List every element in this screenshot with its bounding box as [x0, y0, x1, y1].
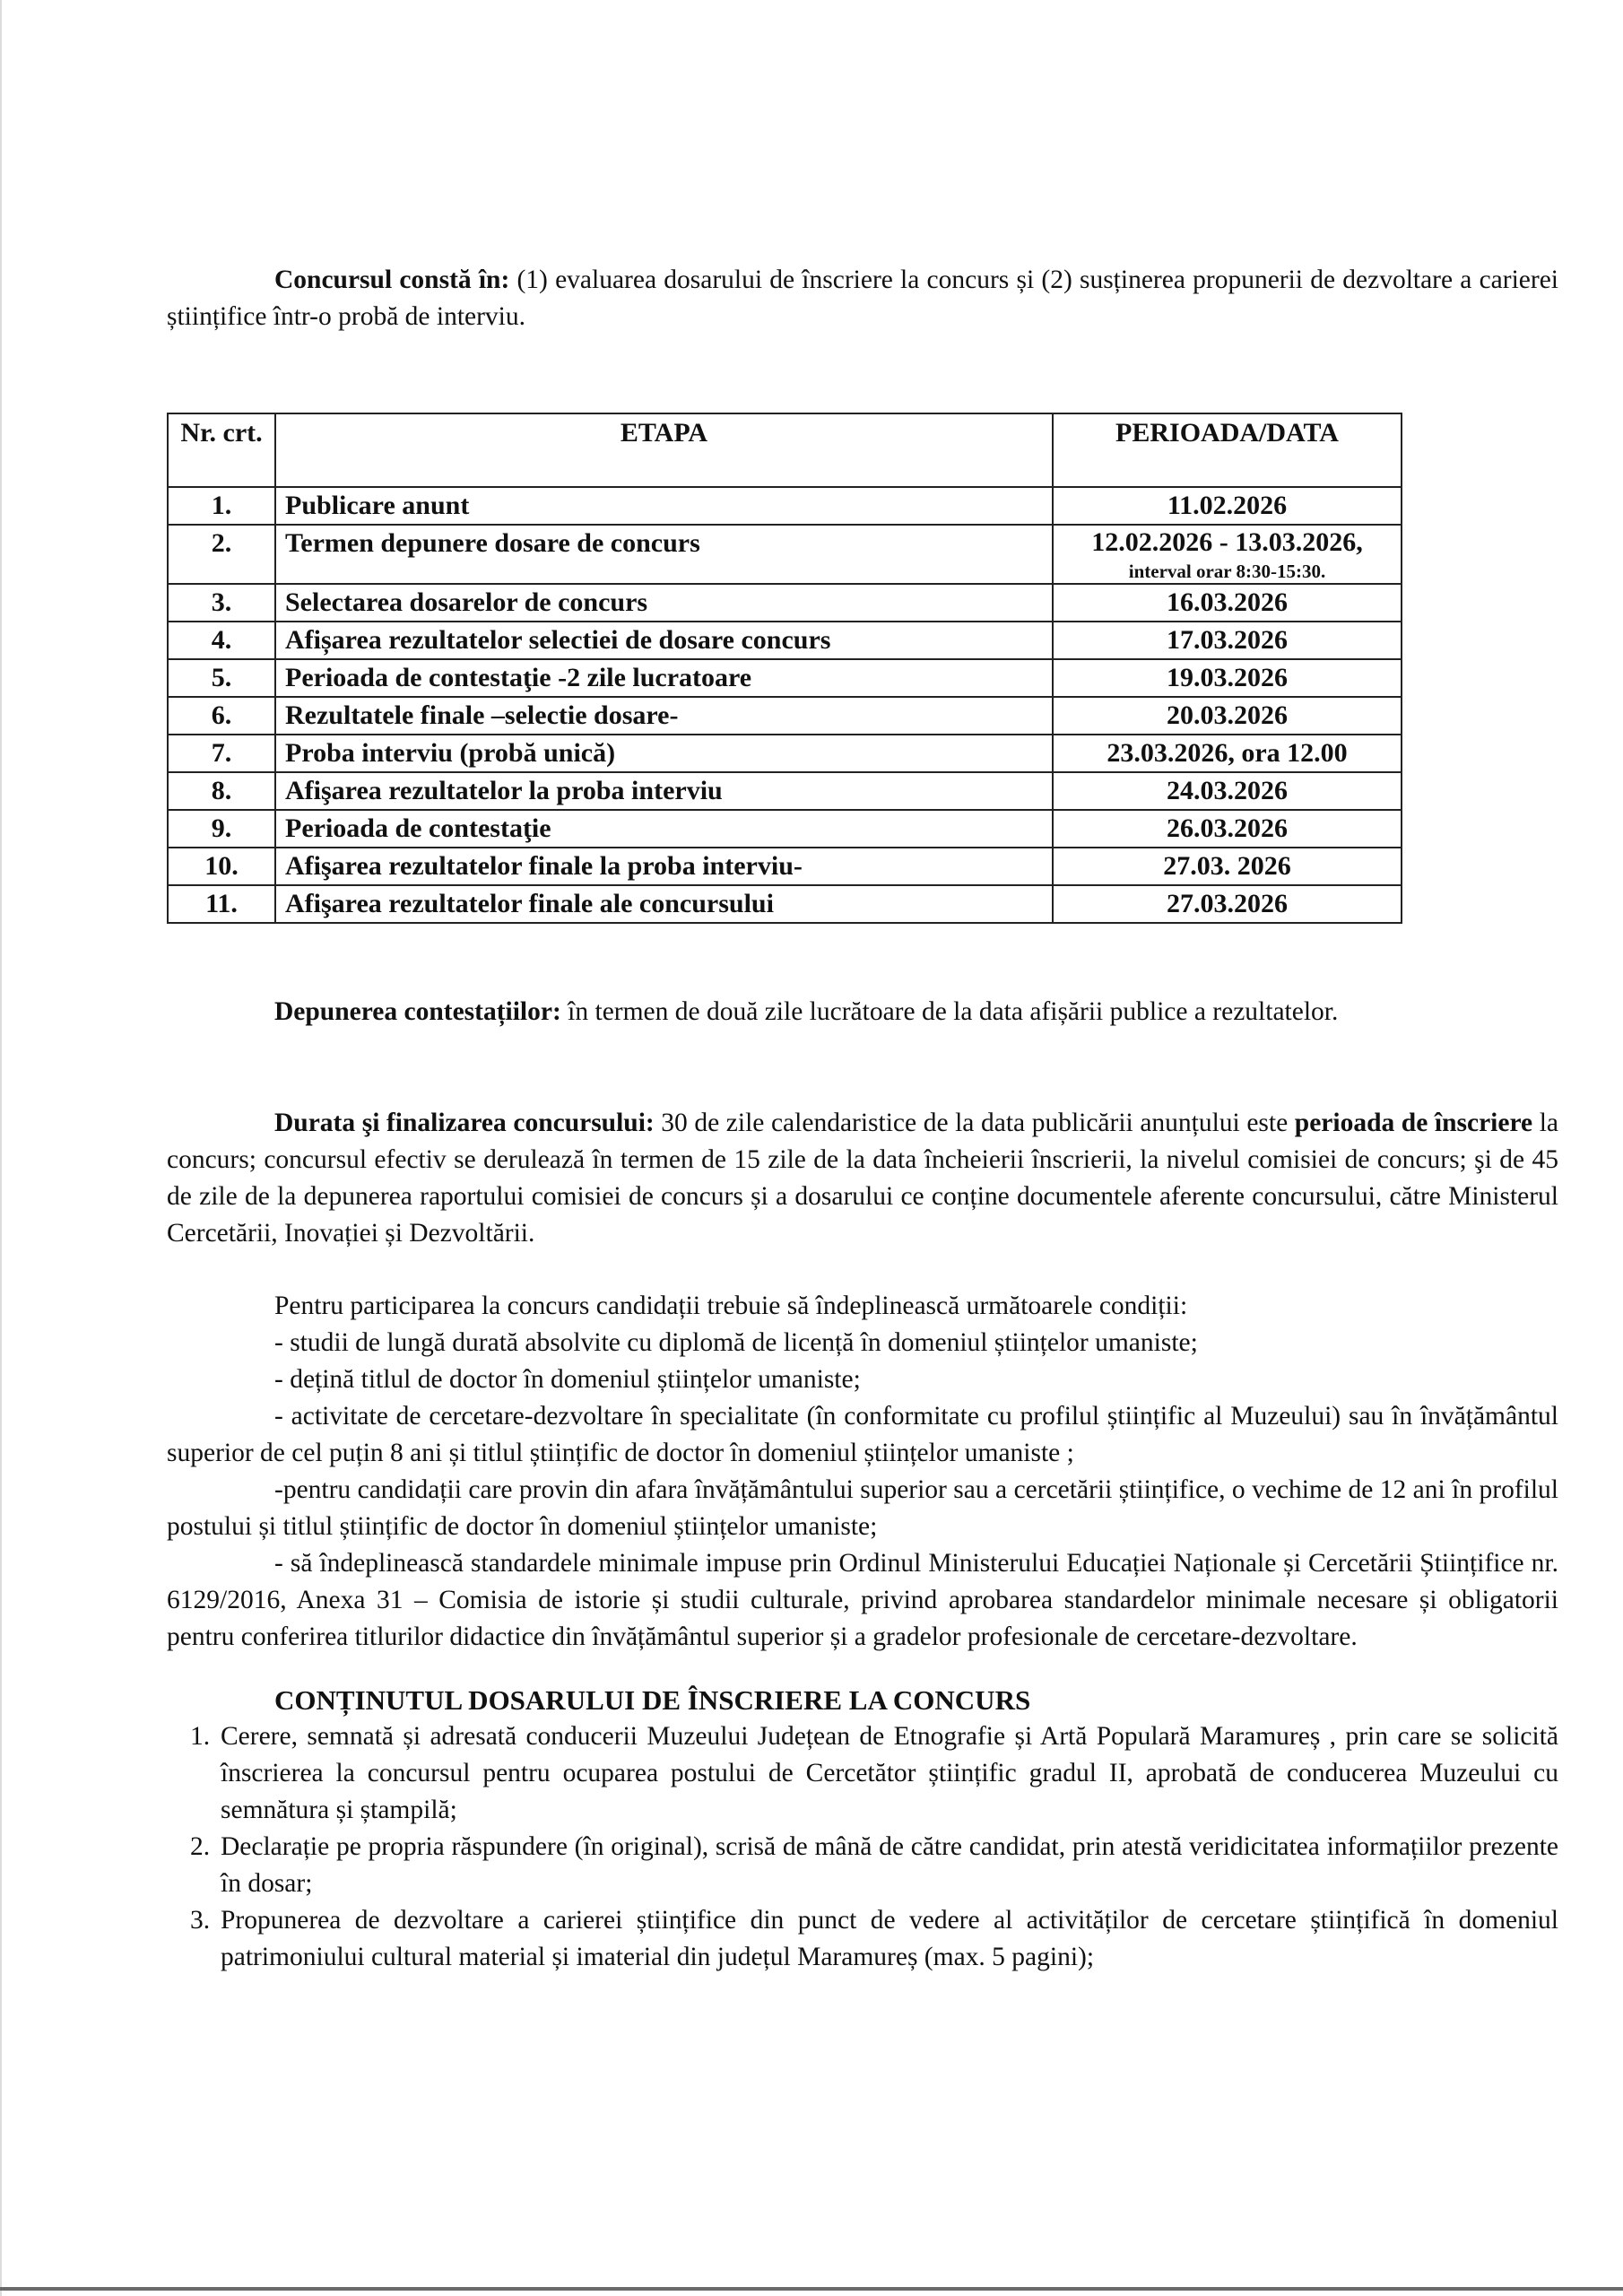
- table-row: [168, 735, 1402, 772]
- contestatii-bold-lead: Depunerea contestațiilor:: [274, 997, 561, 1026]
- table-row: [168, 885, 1402, 923]
- header-nr: Nr. crt.: [168, 413, 275, 487]
- table-row: [168, 772, 1402, 810]
- list-item: [167, 1829, 1558, 1902]
- contestatii-text: în termen de două zile lucrătoare de la data afișării publice a rezultatelor.: [560, 997, 1339, 1026]
- header-data: PERIOADA/DATA: [1053, 413, 1402, 487]
- row-etapa: Rezultatele finale –selectie dosare-: [275, 697, 1053, 735]
- row-data: 20.03.2026: [1053, 697, 1402, 735]
- row-data: 12.02.2026 - 13.03.2026,: [1091, 527, 1363, 557]
- row-nr: 4.: [168, 622, 275, 659]
- row-data: 27.03.2026: [1053, 885, 1402, 923]
- row-nr: 3.: [168, 584, 275, 622]
- row-nr: 9.: [168, 810, 275, 848]
- row-data: 17.03.2026: [1053, 622, 1402, 659]
- table-row: [168, 848, 1402, 885]
- page-edge: [0, 0, 2, 2296]
- row-data: 24.03.2026: [1053, 772, 1402, 810]
- row-data: 27.03. 2026: [1053, 848, 1402, 885]
- row-nr: 7.: [168, 735, 275, 772]
- row-nr: 6.: [168, 697, 275, 735]
- list-item-number: 3.: [190, 1906, 211, 1935]
- intro-bold-lead: Concursul constă în:: [274, 265, 510, 294]
- table-row: [168, 487, 1402, 525]
- dosar-section-title: CONȚINUTUL DOSARULUI DE ÎNSCRIERE LA CONCURS: [274, 1684, 1031, 1716]
- row-nr: 1.: [168, 487, 275, 525]
- table-row: [168, 810, 1402, 848]
- row-data: 26.03.2026: [1053, 810, 1402, 848]
- list-item-text: Propunerea de dezvoltare a carierei științifice din punct de vedere al activităților de cercetare științifică în domeniul patrimoniului cultural material și imaterial din județul Maramureș (max. 5 pagini);: [221, 1906, 1558, 1971]
- dosar-list: [167, 1718, 1558, 1976]
- list-item-text: Declarație pe propria răspundere (în original), scrisă de mână de către candidat, prin atestă veridicitatea informațiilor prezente în dosar;: [221, 1832, 1558, 1898]
- condition-item: - studii de lungă durată absolvite cu diplomă de licență în domeniul științelor umaniste;: [274, 1328, 1198, 1357]
- condition-item: - activitate de cercetare-dezvoltare în specialitate (în conformitate cu profilul științific al Muzeului) sau în învățământul superior de cel puțin 8 ani și titlul științific de doctor în domeniul științelor umaniste ;: [167, 1402, 1558, 1467]
- list-item-text: Cerere, semnată și adresată conducerii Muzeului Județean de Etnografie și Artă Populară Maramureș , prin care se solicită înscrierea la concursul pentru ocuparea postului de Cercetător științific gradul II, aprobată de conducerea Muzeului cu semnătura și ștampilă;: [221, 1722, 1558, 1824]
- condition-item: - să îndeplinească standardele minimale impuse prin Ordinul Ministerului Educației Naționale și Cercetării Științifice nr. 6129/2016, Anexa 31 – Comisia de istorie și studii culturale, privind aprobarea standardelor minimale necesare și obligatorii pentru conferirea titlurilor didactice din învățământul superior și a gradelor profesionale de cercetare-dezvoltare.: [167, 1549, 1558, 1651]
- durata-bold-mid: perioada de înscriere: [1294, 1109, 1533, 1137]
- row-data-note: interval orar 8:30-15:30.: [1128, 561, 1326, 582]
- intro-paragraph: [167, 262, 1558, 335]
- row-etapa: Proba interviu (probă unică): [275, 735, 1053, 772]
- table-row: [168, 584, 1402, 622]
- row-data-cell: [1053, 525, 1402, 584]
- table-header-row: [168, 413, 1402, 487]
- table-row: [168, 659, 1402, 697]
- table-row: [168, 525, 1402, 584]
- row-nr: 8.: [168, 772, 275, 810]
- header-etapa: ETAPA: [275, 413, 1053, 487]
- row-nr: 11.: [168, 885, 275, 923]
- row-data: 23.03.2026, ora 12.00: [1053, 735, 1402, 772]
- durata-bold-lead: Durata şi finalizarea concursului:: [274, 1109, 655, 1137]
- list-item-number: 1.: [190, 1722, 211, 1751]
- page-bottom-edge: [0, 2287, 1623, 2291]
- list-item-number: 2.: [190, 1832, 211, 1861]
- list-item: [167, 1718, 1558, 1829]
- row-etapa: Perioada de contestaţie -2 zile lucratoare: [275, 659, 1053, 697]
- intro-text: (1) evaluarea dosarului de înscriere la concurs și (2) susținerea propunerii de dezvoltare a carierei științifice într-o probă de interviu.: [167, 265, 1559, 331]
- durata-text-1: 30 de zile calendaristice de la data publicării anunțului este: [654, 1109, 1295, 1137]
- row-etapa: Termen depunere dosare de concurs: [275, 525, 1053, 584]
- row-data: 16.03.2026: [1053, 584, 1402, 622]
- row-nr: 2.: [168, 525, 275, 584]
- row-etapa: Perioada de contestaţie: [275, 810, 1053, 848]
- row-etapa: Afișarea rezultatelor selectiei de dosare concurs: [275, 622, 1053, 659]
- row-etapa: Selectarea dosarelor de concurs: [275, 584, 1053, 622]
- row-etapa: Publicare anunt: [275, 487, 1053, 525]
- row-nr: 5.: [168, 659, 275, 697]
- row-etapa: Afişarea rezultatelor finale ale concursului: [275, 885, 1053, 923]
- row-data: 19.03.2026: [1053, 659, 1402, 697]
- table-row: [168, 622, 1402, 659]
- contestatii-paragraph: [167, 994, 1558, 1031]
- row-etapa: Afişarea rezultatelor la proba interviu: [275, 772, 1053, 810]
- conditions-section: [167, 1288, 1558, 1656]
- row-nr: 10.: [168, 848, 275, 885]
- row-etapa: Afişarea rezultatelor finale la proba interviu-: [275, 848, 1053, 885]
- conditions-intro: Pentru participarea la concurs candidații trebuie să îndeplinească următoarele condiții:: [274, 1292, 1188, 1320]
- row-data: 11.02.2026: [1053, 487, 1402, 525]
- schedule-table: [167, 413, 1402, 924]
- list-item: [167, 1902, 1558, 1976]
- condition-item: -pentru candidații care provin din afara învățământului superior sau a cercetării științifice, o vechime de 12 ani în profilul postului și titlul științific de doctor în domeniul științelor umaniste;: [167, 1475, 1558, 1541]
- condition-item: - dețină titlul de doctor în domeniul științelor umaniste;: [274, 1365, 861, 1394]
- table-row: [168, 697, 1402, 735]
- durata-text-2: la concurs; concursul efectiv se derulează în termen de 15 zile de la data încheierii înscrierii, la nivelul comisiei de concurs; şi de 45 de zile de la depunerea raportului comisiei de concurs și a dosarului ce conține documentele aferente concursului, către Ministerul Cercetării, Inovației și Dezvoltării.: [167, 1109, 1558, 1248]
- durata-paragraph: [167, 1105, 1558, 1252]
